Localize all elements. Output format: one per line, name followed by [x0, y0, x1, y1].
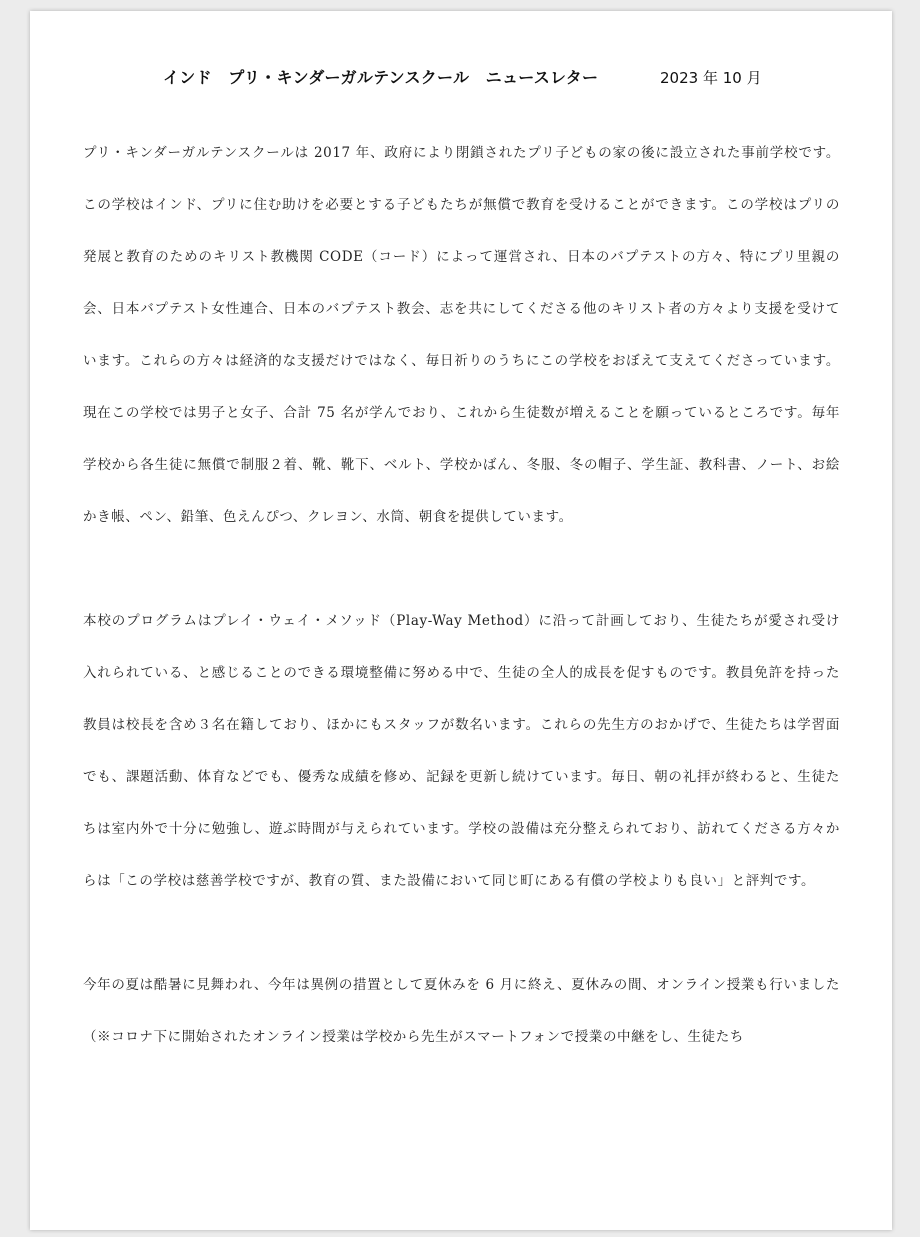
paragraph-summer: 今年の夏は酷暑に見舞われ、今年は異例の措置として夏休みを 6 月に終え、夏休みの間、オンライン授業も行いました（※コロナ下に開始されたオンライン授業は学校から先生がスマートフォンで授業の中継をし、生徒たち — [83, 977, 840, 1045]
newsletter-header — [30, 65, 892, 95]
newsletter-title: インド プリ・キンダーガルテンスクール ニュースレター — [163, 68, 599, 87]
newsletter-body — [83, 127, 840, 1063]
paragraph-about-school: プリ・キンダーガルテンスクールは 2017 年、政府により閉鎖されたプリ子どもの家の後に設立された事前学校です。この学校はインド、プリに住む助けを必要とする子どもたちが無償で教育を受けることができます。この学校はプリの発展と教育のためのキリスト教機関 CODE（コード）によって運営され、日本のバプテストの方々、特にプリ里親の会、日本バプテスト女性連合、日本のバプテスト教会、志を共にしてくださる他のキリスト者の方々より支援を受けています。これらの方々は経済的な支援だけではなく、毎日祈りのうちにこの学校をおぼえて支えてくださっています。現在この学校では男子と女子、合計 75 名が学んでおり、これから生徒数が増えることを願っているところです。毎年学校から各生徒に無償で制服２着、靴、靴下、ベルト、学校かばん、冬服、冬の帽子、学生証、教科書、ノート、お絵かき帳、ペン、鉛筆、色えんぴつ、クレヨン、水筒、朝食を提供しています。 — [83, 145, 840, 525]
newsletter-date: 2023 年 10 月 — [660, 69, 762, 87]
paragraph-program: 本校のプログラムはプレイ・ウェイ・メソッド（Play-Way Method）に沿って計画しており、生徒たちが愛され受け入れられている、と感じることのできる環境整備に努める中で、生徒の全人的成長を促すものです。教員免許を持った教員は校長を含め３名在籍しており、ほかにもスタッフが数名います。これらの先生方のおかげで、生徒たちは学習面でも、課題活動、体育などでも、優秀な成績を修め、記録を更新し続けています。毎日、朝の礼拝が終わると、生徒たちは室内外で十分に勉強し、遊ぶ時間が与えられています。学校の設備は充分整えられており、訪れてくださる方々からは「この学校は慈善学校ですが、教育の質、また設備において同じ町にある有償の学校よりも良い」と評判です。 — [83, 613, 840, 889]
document-page — [30, 11, 892, 1230]
